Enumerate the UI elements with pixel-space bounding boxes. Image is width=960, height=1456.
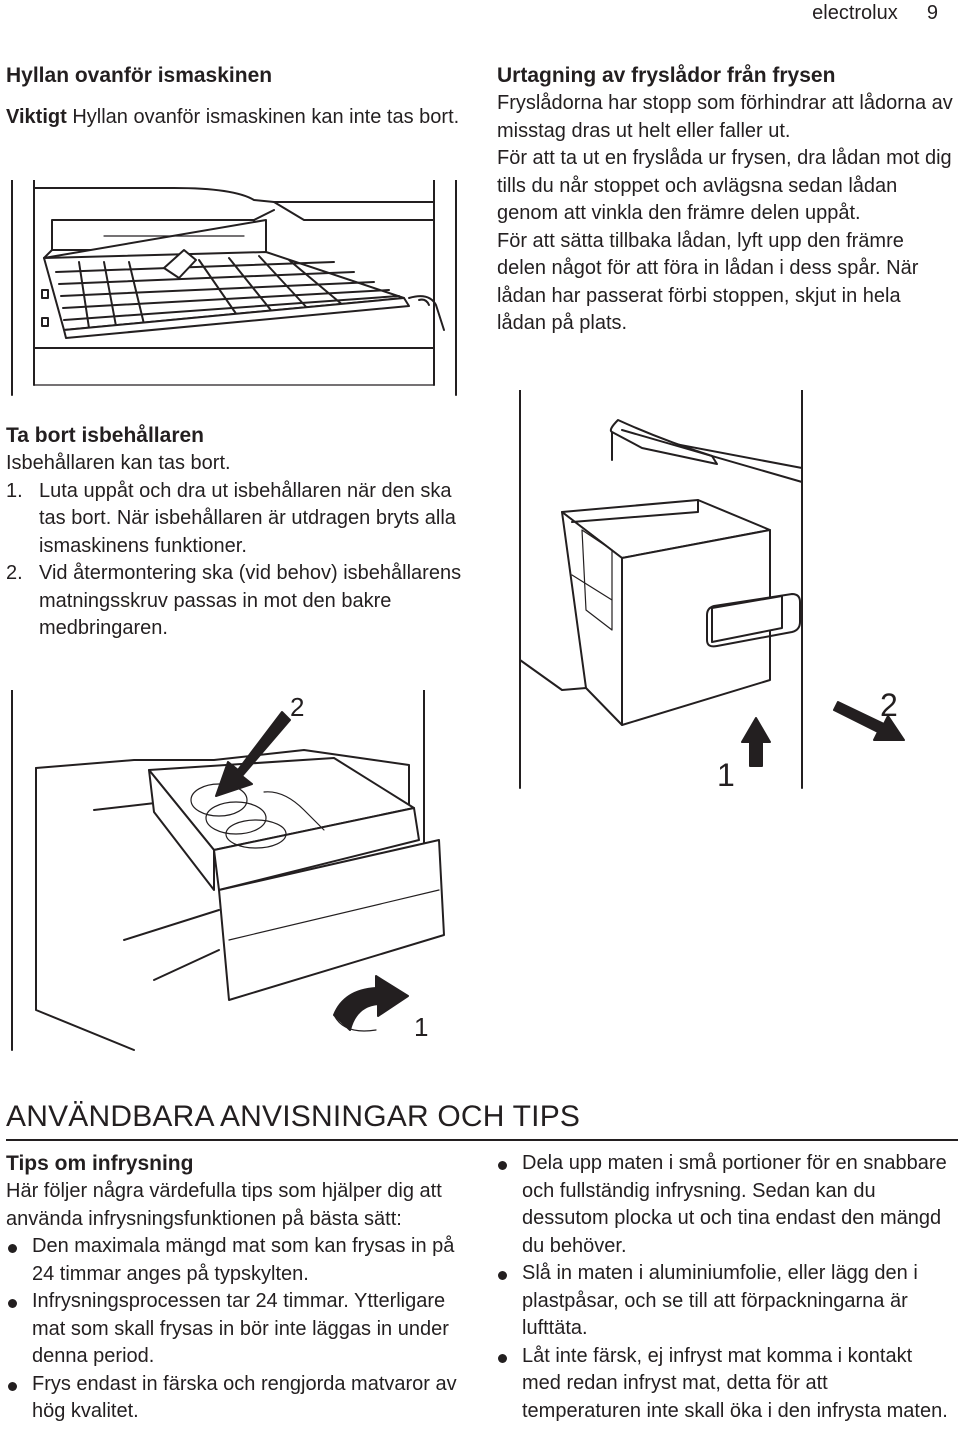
list-item: Slå in maten i aluminiumfolie, eller lägg den i plastpåsar, och se till att förpackningarna är lufttäta. (496, 1260, 951, 1343)
ice-section (6, 422, 478, 643)
page-header (812, 2, 938, 25)
list-item: Den maximala mängd mat som kan frysas in på 24 timmar anges på typskylten. (6, 1233, 476, 1288)
list-item (6, 560, 478, 643)
freezer-drawer-illustration (512, 390, 960, 790)
ice-steps (6, 478, 478, 643)
list-item: Frys endast in färska och rengjorda matvaror av hög kvalitet. (6, 1371, 476, 1426)
shelf-section (6, 62, 461, 132)
section-divider (6, 1139, 958, 1141)
ice-container-illustration (4, 690, 454, 1055)
drawer-paragraph: Fryslådorna har stopp som förhindrar att lådorna av misstag dras ut helt eller faller ut. (497, 92, 953, 142)
ice-intro: Isbehållaren kan tas bort. (6, 452, 231, 474)
tips-section-heading: ANVÄNDBARA ANVISNINGAR OCH TIPS (6, 1100, 581, 1133)
step-text: Luta uppåt och dra ut isbehållaren när den ska tas bort. När isbehållaren är utdragen bryts alla ismaskinens funktioner. (39, 479, 456, 557)
drawer-instructions (497, 90, 955, 338)
shelf-section-title: Hyllan ovanför ismaskinen (6, 64, 273, 87)
drawer-section (497, 62, 955, 338)
list-item: Infrysningsprocessen tar 24 timmar. Ytterligare mat som skall frysas in bör inte läggas in under denna period. (6, 1288, 476, 1371)
drawer-paragraph: För att ta ut en fryslåda ur frysen, dra lådan mot dig tills du når stoppet och avlägsna sedan lådan genom att vinkla den främre delen uppåt. (497, 147, 952, 224)
ice-arrow-1-label: 1 (414, 1012, 429, 1042)
brand-name: electrolux (812, 2, 898, 24)
page-number: 9 (926, 2, 938, 24)
step-text: Vid återmontering ska (vid behov) isbehållarens matningsskruv passas in mot den bakre medbringaren. (39, 562, 462, 639)
list-item: Dela upp maten i små portioner för en snabbare och fullständig infrysning. Sedan kan du dessutom plocka ut och tina endast den mängd du behöver. (496, 1150, 951, 1260)
drawer-section-title: Urtagning av fryslådor från frysen (497, 64, 836, 87)
shelf-illustration (4, 180, 464, 400)
shelf-important-note (6, 104, 461, 132)
tips-right-column (496, 1150, 951, 1425)
tips-left-bullets (6, 1233, 476, 1426)
drawer-arrow-2-label: 2 (880, 687, 898, 723)
step-number: 1. (6, 479, 23, 502)
tips-subtitle: Tips om infrysning (6, 1152, 194, 1175)
list-item (6, 478, 478, 561)
tips-intro: Här följer några värdefulla tips som hjälper dig att använda infrysningsfunktionen på bästa sätt: (6, 1180, 442, 1230)
important-label: Viktigt (6, 106, 67, 128)
important-text: Hyllan ovanför ismaskinen kan inte tas bort. (66, 106, 460, 128)
tips-left-column (6, 1150, 476, 1426)
step-number: 2. (6, 562, 23, 584)
drawer-arrow-1-label: 1 (717, 757, 735, 790)
list-item: Låt inte färsk, ej infryst mat komma i kontakt med redan infryst mat, detta för att temperaturen inte skall öka i den infrysta maten. (496, 1343, 951, 1426)
tips-right-bullets (496, 1150, 951, 1425)
drawer-paragraph: För att sätta tillbaka lådan, lyft upp den främre delen något för att föra in lådan i dess spår. När lådan har passerat förbi stoppen, skjut in hela lådan på plats. (497, 229, 919, 334)
ice-section-title: Ta bort isbehållaren (6, 424, 204, 447)
ice-arrow-2-label: 2 (290, 692, 305, 722)
